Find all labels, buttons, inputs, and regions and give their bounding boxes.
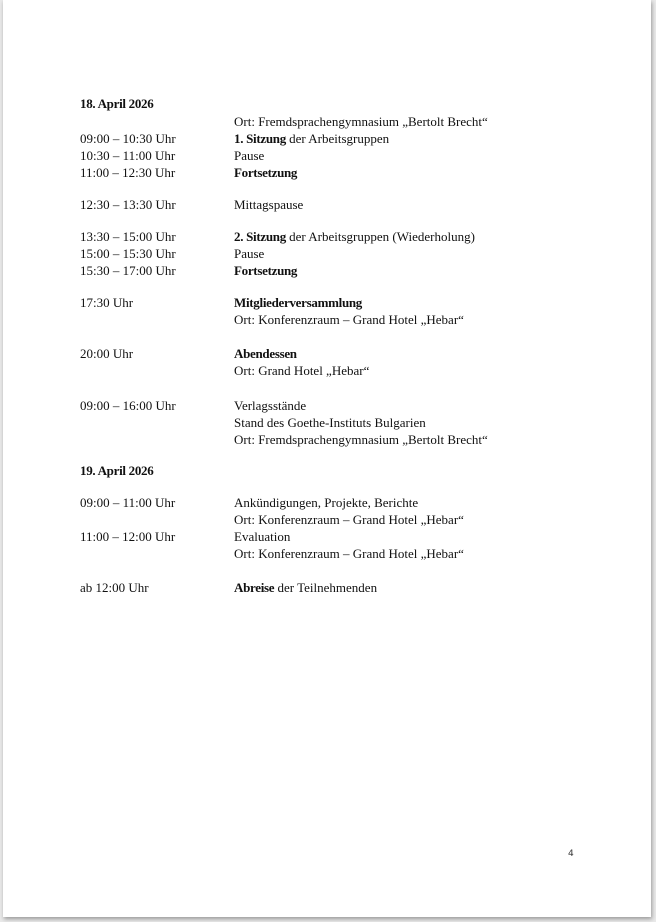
document-page <box>3 0 651 917</box>
entry-description <box>234 528 290 545</box>
entry-text: der Arbeitsgruppen <box>285 131 390 146</box>
entry-time: 09:00 – 10:30 Uhr <box>80 131 176 146</box>
venue-line: Ort: Fremdsprachengymnasium „Bertolt Brecht“ <box>234 114 488 129</box>
entry-time: 15:00 – 15:30 Uhr <box>80 246 176 261</box>
entry-time: 17:30 Uhr <box>80 295 134 310</box>
entry-text: der Arbeitsgruppen (Wiederholung) <box>285 229 475 244</box>
page-number: 4 <box>568 849 574 859</box>
entry-bold: Abendessen <box>234 346 297 361</box>
entry-text: Verlagsstände <box>234 398 307 413</box>
entry-bold: Abreise <box>234 580 275 595</box>
entry-time: 12:30 – 13:30 Uhr <box>80 197 176 212</box>
entry-description <box>234 579 377 596</box>
entry-description <box>234 228 475 245</box>
entry-description <box>234 397 306 414</box>
entry-time: 20:00 Uhr <box>80 346 134 361</box>
entry-bold: 1. Sitzung <box>234 131 286 146</box>
entry-description <box>234 164 297 181</box>
entry-description <box>234 345 297 362</box>
entry-text: Mittagspause <box>234 197 304 212</box>
entry-time: 09:00 – 11:00 Uhr <box>80 495 176 510</box>
entry-time: 10:30 – 11:00 Uhr <box>80 148 176 163</box>
entry-bold: Fortsetzung <box>234 165 298 180</box>
entry-time: 13:30 – 15:00 Uhr <box>80 229 176 244</box>
day-heading: 19. April 2026 <box>80 463 154 478</box>
entry-text: Pause <box>234 148 265 163</box>
entry-subline: Stand des Goethe-Instituts Bulgarien <box>234 415 426 430</box>
day-heading: 18. April 2026 <box>80 96 154 111</box>
entry-location: Ort: Konferenzraum – Grand Hotel „Hebar“ <box>234 546 464 561</box>
entry-text: der Teilnehmenden <box>274 580 378 595</box>
entry-description <box>234 494 418 511</box>
entry-description <box>234 262 297 279</box>
entry-text: Pause <box>234 246 265 261</box>
entry-location: Ort: Konferenzraum – Grand Hotel „Hebar“ <box>234 312 464 327</box>
entry-text: Ankündigungen, Projekte, Berichte <box>234 495 419 510</box>
entry-bold: Fortsetzung <box>234 263 298 278</box>
entry-time: 15:30 – 17:00 Uhr <box>80 263 176 278</box>
entry-time: 09:00 – 16:00 Uhr <box>80 398 176 413</box>
entry-location: Ort: Fremdsprachengymnasium „Bertolt Brecht“ <box>234 432 488 447</box>
entry-time: ab 12:00 Uhr <box>80 580 149 595</box>
entry-description <box>234 245 264 262</box>
entry-description <box>234 147 264 164</box>
entry-description <box>234 130 389 147</box>
entry-time: 11:00 – 12:30 Uhr <box>80 165 176 180</box>
entry-location: Ort: Grand Hotel „Hebar“ <box>234 363 370 378</box>
entry-description <box>234 196 303 213</box>
entry-time: 11:00 – 12:00 Uhr <box>80 529 176 544</box>
entry-description <box>234 294 362 311</box>
entry-bold: Mitgliederversammlung <box>234 295 363 310</box>
entry-location: Ort: Konferenzraum – Grand Hotel „Hebar“ <box>234 512 464 527</box>
entry-text: Evaluation <box>234 529 291 544</box>
entry-bold: 2. Sitzung <box>234 229 286 244</box>
